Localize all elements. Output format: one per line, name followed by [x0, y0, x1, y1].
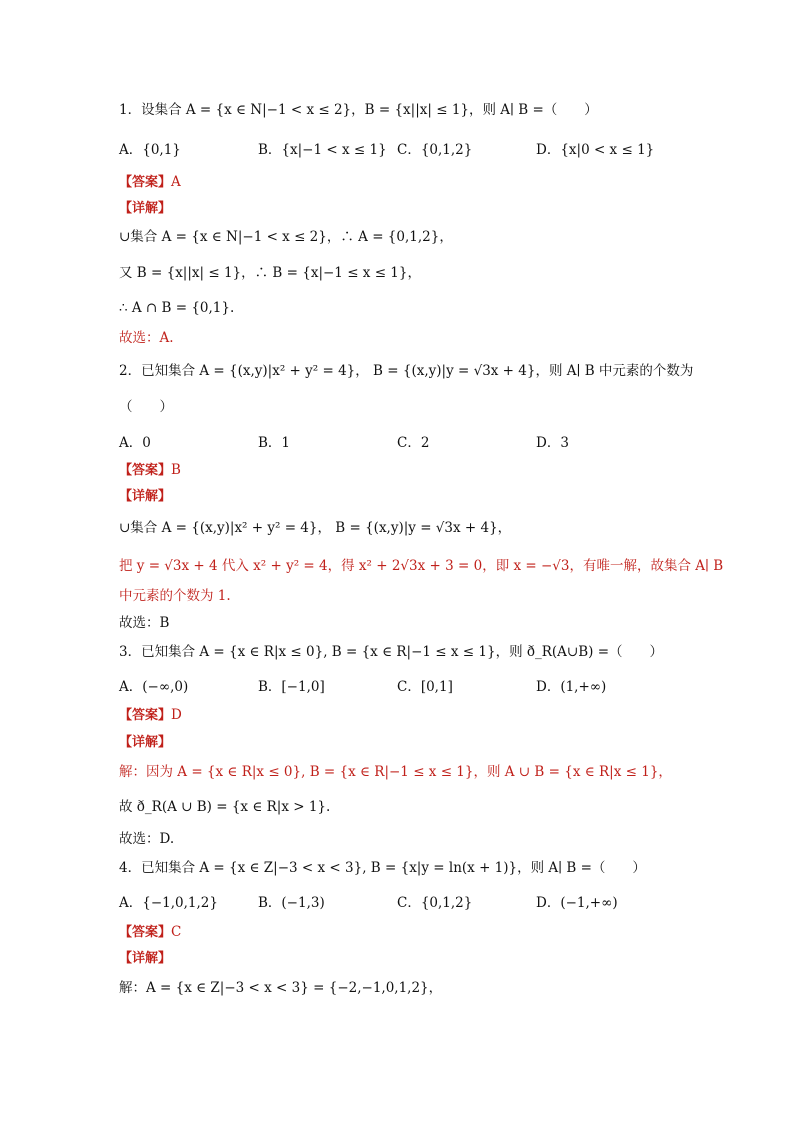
- q2-choice: 故选：B: [119, 615, 170, 631]
- answer-tag: 【答案】: [119, 463, 172, 478]
- q1-detail-line-3: ∴ A ∩ B = {0,1}.: [119, 300, 235, 316]
- answer-value: D: [171, 707, 182, 723]
- q4-option-a: A．{−1,0,1,2}: [119, 895, 218, 911]
- answer-tag: 【答案】: [119, 175, 172, 190]
- q1-option-b: B．{x|−1 < x ≤ 1}: [258, 142, 387, 158]
- q2-detail-line-3: 中元素的个数为 1.: [119, 588, 231, 604]
- q3-option-b: B．[−1,0]: [258, 679, 325, 695]
- q1-option-c: C．{0,1,2}: [397, 142, 473, 158]
- q4-detail-line-1: 解：A = {x ∈ Z|−3 < x < 3} = {−2,−1,0,1,2}，: [119, 980, 443, 996]
- q2-option-b: B．1: [258, 435, 291, 451]
- q1-answer-line: [119, 173, 181, 192]
- q1-option-a: A．{0,1}: [119, 142, 181, 158]
- answer-value: B: [171, 462, 181, 478]
- q4-option-d: D．(−1,+∞): [536, 895, 618, 911]
- detail-tag: 【详解】: [119, 951, 172, 966]
- q1-detail-line-2: 又 B = {x||x| ≤ 1}，∴ B = {x|−1 ≤ x ≤ 1}，: [119, 265, 421, 281]
- q2-answer-line: [119, 461, 181, 480]
- answer-value: A: [171, 174, 181, 190]
- detail-tag: 【详解】: [119, 735, 172, 750]
- q3-answer-line: [119, 706, 182, 725]
- answer-tag: 【答案】: [119, 708, 172, 723]
- q3-detail-line-1: 解：因为 A = {x ∈ R|x ≤ 0}, B = {x ∈ R|−1 ≤ x ≤ 1}，则 A ∪ B = {x ∈ R|x ≤ 1}，: [119, 764, 672, 780]
- question-3-stem: 3．已知集合 A = {x ∈ R|x ≤ 0}, B = {x ∈ R|−1 ≤ x ≤ 1}，则 ð_R(A∪B) =（ ）: [119, 644, 664, 660]
- q4-option-b: B．(−1,3): [258, 895, 325, 911]
- q1-choice: 故选：A.: [119, 330, 174, 346]
- q1-detail-line-1: ∪集合 A = {x ∈ N|−1 < x ≤ 2}，∴ A = {0,1,2}，: [119, 229, 453, 245]
- q3-detail-line-2: 故 ð_R(A ∪ B) = {x ∈ R|x > 1}.: [119, 799, 331, 815]
- question-1-stem: 1．设集合 A = {x ∈ N|−1 < x ≤ 2}，B = {x||x| ≤ 1}，则 A∣ B =（ ）: [119, 102, 598, 118]
- q2-option-c: C．2: [397, 435, 430, 451]
- q2-detail-line-2: 把 y = √3x + 4 代入 x² + y² = 4，得 x² + 2√3x + 3 = 0，即 x = −√3，有唯一解，故集合 A∣ B: [119, 558, 724, 574]
- question-2-stem-paren: （ ）: [119, 399, 173, 415]
- q1-option-d: D．{x|0 < x ≤ 1}: [536, 142, 655, 158]
- detail-tag: 【详解】: [119, 489, 172, 504]
- q4-option-c: C．{0,1,2}: [397, 895, 473, 911]
- q2-option-d: D．3: [536, 435, 569, 451]
- q3-option-a: A．(−∞,0): [119, 679, 189, 695]
- q4-answer-line: [119, 923, 181, 942]
- q3-choice: 故选：D.: [119, 831, 175, 847]
- q3-option-c: C．[0,1]: [397, 679, 453, 695]
- detail-tag: 【详解】: [119, 201, 172, 216]
- q2-detail-line-1: ∪集合 A = {(x,y)|x² + y² = 4}， B = {(x,y)|y = √3x + 4}，: [119, 520, 512, 536]
- answer-tag: 【答案】: [119, 925, 172, 940]
- question-4-stem: 4．已知集合 A = {x ∈ Z|−3 < x < 3}, B = {x|y = ln(x + 1)}，则 A∣ B =（ ）: [119, 860, 646, 876]
- answer-value: C: [171, 924, 182, 940]
- question-2-stem: 2．已知集合 A = {(x,y)|x² + y² = 4}， B = {(x,y)|y = √3x + 4}，则 A∣ B 中元素的个数为: [119, 363, 694, 379]
- q3-option-d: D．(1,+∞): [536, 679, 607, 695]
- q2-option-a: A．0: [119, 435, 151, 451]
